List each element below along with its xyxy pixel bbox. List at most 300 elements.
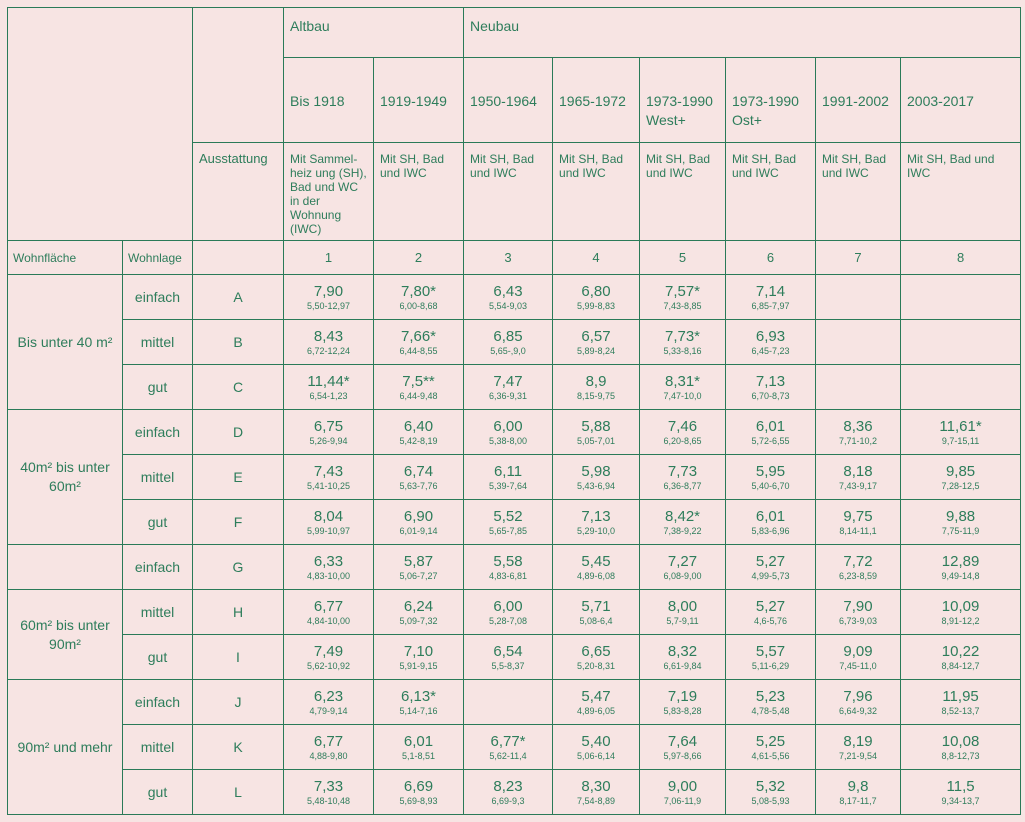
table-row bbox=[8, 365, 1021, 410]
rent-range: 6,23-8,59 bbox=[839, 570, 878, 581]
equipment-header: Mit SH, Bad und IWC bbox=[816, 143, 901, 241]
rent-cell bbox=[374, 275, 464, 320]
rent-cell bbox=[640, 770, 726, 815]
wohnlage-cell: mittel bbox=[123, 320, 193, 365]
rent-cell bbox=[640, 410, 726, 455]
rent-range: 8,8-12,73 bbox=[941, 750, 980, 761]
table-row bbox=[8, 410, 1021, 455]
rent-range: 5,20-8,31 bbox=[577, 660, 616, 671]
year-header: 1991-2002 bbox=[816, 58, 901, 143]
rent-value: 9,75 bbox=[843, 507, 873, 525]
column-number: 4 bbox=[553, 241, 640, 275]
rent-value: 8,43 bbox=[313, 327, 344, 345]
rent-cell bbox=[901, 455, 1021, 500]
rent-cell bbox=[464, 500, 553, 545]
table-row bbox=[8, 590, 1021, 635]
rent-value: 6,01 bbox=[755, 417, 786, 435]
rent-value: 7,73 bbox=[667, 462, 698, 480]
rent-value: 8,30 bbox=[581, 777, 611, 795]
rent-value: 7,13 bbox=[581, 507, 611, 525]
rent-cell bbox=[553, 680, 640, 725]
rent-cell bbox=[640, 275, 726, 320]
rent-range: 6,73-9,03 bbox=[839, 615, 878, 626]
rent-value: 11,44* bbox=[307, 372, 350, 390]
rent-cell bbox=[726, 635, 816, 680]
rent-value: 6,77 bbox=[313, 732, 344, 750]
rent-range: 6,72-12,24 bbox=[306, 345, 351, 356]
rent-value: 8,36 bbox=[843, 417, 873, 435]
rent-cell bbox=[374, 410, 464, 455]
wohnlage-cell: mittel bbox=[123, 725, 193, 770]
rent-cell bbox=[464, 770, 553, 815]
wohnlage-cell: gut bbox=[123, 365, 193, 410]
rent-range: 5,26-9,94 bbox=[309, 435, 348, 446]
rent-value: 11,95 bbox=[942, 687, 979, 705]
rent-cell bbox=[284, 635, 374, 680]
column-number-blank bbox=[193, 241, 284, 275]
rent-cell bbox=[726, 500, 816, 545]
equipment-header: Mit Sammel-heiz ung (SH), Bad und WC in der Wohnung (IWC) bbox=[284, 143, 374, 241]
rent-range: 5,05-7,01 bbox=[577, 435, 616, 446]
rent-value: 6,01 bbox=[755, 507, 786, 525]
rent-cell bbox=[553, 410, 640, 455]
rent-value: 5,40 bbox=[581, 732, 611, 750]
rent-range: 7,06-11,9 bbox=[663, 795, 702, 806]
rent-value: 7,73* bbox=[664, 327, 701, 345]
wohnlage-cell: einfach bbox=[123, 410, 193, 455]
rent-cell bbox=[901, 770, 1021, 815]
rent-range: 5,1-8,51 bbox=[401, 750, 436, 761]
rent-cell bbox=[901, 725, 1021, 770]
rent-value: 5,47 bbox=[581, 687, 611, 705]
rent-range: 5,40-6,70 bbox=[751, 480, 790, 491]
rent-value: 6,77* bbox=[490, 732, 526, 750]
row-code: I bbox=[193, 635, 284, 680]
rent-cell bbox=[284, 455, 374, 500]
rent-range: 5,48-10,48 bbox=[306, 795, 351, 806]
rent-range: 9,7-15,11 bbox=[941, 435, 980, 446]
rent-value: 5,57 bbox=[755, 642, 786, 660]
rent-range: 8,91-12,2 bbox=[941, 615, 980, 626]
rent-value: 6,93 bbox=[755, 327, 786, 345]
rent-cell bbox=[640, 725, 726, 770]
rent-value: 7,96 bbox=[843, 687, 873, 705]
rent-value: 7,72 bbox=[843, 552, 873, 570]
rent-value: 7,33 bbox=[313, 777, 344, 795]
year-header: 1973-1990 Ost+ bbox=[726, 58, 816, 143]
rent-range: 5,99-8,83 bbox=[577, 300, 616, 311]
rent-cell bbox=[374, 680, 464, 725]
table-row bbox=[8, 500, 1021, 545]
rent-range: 9,49-14,8 bbox=[941, 570, 980, 581]
row-code: J bbox=[193, 680, 284, 725]
rent-range: 5,09-7,32 bbox=[399, 615, 438, 626]
wohnflaeche-group: 90m² und mehr bbox=[8, 680, 123, 815]
rent-cell bbox=[816, 455, 901, 500]
rent-value: 7,5** bbox=[402, 372, 435, 390]
rent-range: 4,79-9,14 bbox=[309, 705, 348, 716]
wohnlage-label: Wohnlage bbox=[123, 241, 193, 275]
rent-range: 5,89-8,24 bbox=[577, 345, 616, 356]
rent-range: 7,43-9,17 bbox=[839, 480, 878, 491]
rent-value: 6,90 bbox=[403, 507, 434, 525]
table-row bbox=[8, 680, 1021, 725]
rent-range: 6,01-9,14 bbox=[399, 525, 438, 536]
row-code: B bbox=[193, 320, 284, 365]
wohnlage-cell: mittel bbox=[123, 590, 193, 635]
rent-range: 5,63-7,76 bbox=[399, 480, 438, 491]
row-code: E bbox=[193, 455, 284, 500]
rent-range: 7,75-11,9 bbox=[941, 525, 980, 536]
rent-value: 8,9 bbox=[585, 372, 607, 390]
rent-range: 9,34-13,7 bbox=[941, 795, 980, 806]
rent-cell bbox=[374, 725, 464, 770]
rent-cell bbox=[816, 770, 901, 815]
rent-cell bbox=[464, 365, 553, 410]
rent-cell bbox=[726, 590, 816, 635]
rent-range: 5,39-7,64 bbox=[489, 480, 528, 491]
rent-value: 9,00 bbox=[667, 777, 698, 795]
rent-value: 6,43 bbox=[493, 282, 523, 300]
rent-cell bbox=[553, 320, 640, 365]
rent-cell bbox=[553, 590, 640, 635]
rent-cell bbox=[816, 725, 901, 770]
rent-value: 7,90 bbox=[843, 597, 873, 615]
rent-range: 6,45-7,23 bbox=[751, 345, 790, 356]
rent-value: 6,24 bbox=[403, 597, 434, 615]
rent-cell bbox=[464, 320, 553, 365]
equipment-header: Mit SH, Bad und IWC bbox=[901, 143, 1021, 241]
row-code: F bbox=[193, 500, 284, 545]
rent-value: 5,58 bbox=[493, 552, 523, 570]
era-neubau: Neubau bbox=[464, 8, 1021, 58]
rent-range: 5,14-7,16 bbox=[399, 705, 438, 716]
table-row bbox=[8, 545, 1021, 590]
rent-cell bbox=[816, 410, 901, 455]
rent-cell bbox=[553, 365, 640, 410]
rent-cell bbox=[464, 545, 553, 590]
rent-value: 8,18 bbox=[843, 462, 873, 480]
rent-range: 7,45-11,0 bbox=[839, 660, 877, 671]
row-code: G bbox=[193, 545, 284, 590]
rent-value: 8,42* bbox=[664, 507, 701, 525]
wohnlage-cell: einfach bbox=[123, 680, 193, 725]
rent-range: 5,62-10,92 bbox=[306, 660, 351, 671]
rent-value: 7,27 bbox=[667, 552, 698, 570]
rent-cell bbox=[284, 725, 374, 770]
equipment-header: Mit SH, Bad und IWC bbox=[553, 143, 640, 241]
rent-cell bbox=[640, 680, 726, 725]
year-header: 1919-1949 bbox=[374, 58, 464, 143]
rent-cell bbox=[464, 455, 553, 500]
rent-cell bbox=[901, 590, 1021, 635]
rent-cell bbox=[464, 275, 553, 320]
rent-range: 7,47-10,0 bbox=[663, 390, 702, 401]
row-code: K bbox=[193, 725, 284, 770]
rent-cell bbox=[901, 545, 1021, 590]
column-number: 3 bbox=[464, 241, 553, 275]
rent-value: 6,54 bbox=[493, 642, 523, 660]
rent-range: 6,44-9,48 bbox=[399, 390, 438, 401]
size-blank-cell bbox=[8, 545, 123, 590]
rent-range: 4,83-10,00 bbox=[306, 570, 351, 581]
rent-value: 12,89 bbox=[941, 552, 980, 570]
rent-cell bbox=[553, 500, 640, 545]
rent-cell bbox=[553, 635, 640, 680]
rent-range: 6,54-1,23 bbox=[309, 390, 348, 401]
rent-cell bbox=[464, 410, 553, 455]
rent-cell bbox=[901, 500, 1021, 545]
rent-cell bbox=[726, 410, 816, 455]
rent-range: 5,65-7,85 bbox=[489, 525, 528, 536]
rent-cell bbox=[726, 365, 816, 410]
rent-range: 5,62-11,4 bbox=[489, 750, 527, 761]
rent-range: 6,00-8,68 bbox=[399, 300, 438, 311]
rent-range: 4,6-5,76 bbox=[754, 615, 788, 626]
year-header: 1965-1972 bbox=[553, 58, 640, 143]
table-row bbox=[8, 770, 1021, 815]
rent-cell bbox=[640, 590, 726, 635]
rent-range: 4,89-6,05 bbox=[577, 705, 616, 716]
row-code: H bbox=[193, 590, 284, 635]
table-row bbox=[8, 725, 1021, 770]
rent-value: 6,69 bbox=[403, 777, 434, 795]
rent-range: 8,15-9,75 bbox=[577, 390, 616, 401]
rent-cell bbox=[553, 455, 640, 500]
rent-range: 6,69-9,3 bbox=[491, 795, 525, 806]
rent-cell bbox=[553, 725, 640, 770]
rent-range: 7,21-9,54 bbox=[839, 750, 878, 761]
rent-cell bbox=[374, 770, 464, 815]
rent-value: 7,80* bbox=[400, 282, 437, 300]
rent-cell bbox=[374, 635, 464, 680]
rent-range: 8,52-13,7 bbox=[941, 705, 980, 716]
rent-range: 6,85-7,97 bbox=[751, 300, 790, 311]
rent-cell bbox=[640, 455, 726, 500]
rent-range: 7,54-8,89 bbox=[577, 795, 616, 806]
wohnflaeche-group: 40m² bis unter 60m² bbox=[8, 410, 123, 545]
column-number: 1 bbox=[284, 241, 374, 275]
rent-range: 5,29-10,0 bbox=[577, 525, 616, 536]
rent-range: 5,91-9,15 bbox=[399, 660, 438, 671]
rent-range: 7,38-9,22 bbox=[663, 525, 702, 536]
rent-range: 4,83-6,81 bbox=[489, 570, 528, 581]
rent-value: 8,31* bbox=[664, 372, 701, 390]
rent-range: 5,99-10,97 bbox=[306, 525, 351, 536]
rent-value: 7,13 bbox=[755, 372, 786, 390]
rent-cell bbox=[553, 770, 640, 815]
rent-range: 4,78-5,48 bbox=[751, 705, 790, 716]
rent-value: 6,11 bbox=[493, 462, 523, 480]
rent-range: 5,72-6,55 bbox=[751, 435, 790, 446]
rent-range: 6,61-9,84 bbox=[663, 660, 702, 671]
rent-value: 7,90 bbox=[313, 282, 344, 300]
rent-cell bbox=[284, 770, 374, 815]
year-header: 1973-1990 West+ bbox=[640, 58, 726, 143]
rent-value: 6,01 bbox=[403, 732, 434, 750]
rent-cell bbox=[816, 545, 901, 590]
rent-value: 6,00 bbox=[493, 597, 523, 615]
rent-cell bbox=[553, 545, 640, 590]
mietspiegel-table bbox=[7, 7, 1021, 815]
wohnflaeche-group: 60m² bis unter 90m² bbox=[8, 590, 123, 680]
rent-cell bbox=[726, 770, 816, 815]
rent-value: 6,23 bbox=[313, 687, 344, 705]
rent-range: 5,54-9,03 bbox=[489, 300, 528, 311]
rent-value: 5,98 bbox=[581, 462, 611, 480]
column-number: 7 bbox=[816, 241, 901, 275]
rent-range: 5,42-8,19 bbox=[399, 435, 438, 446]
wohnlage-cell: mittel bbox=[123, 455, 193, 500]
rent-range: 5,33-8,16 bbox=[663, 345, 702, 356]
rent-range: 5,06-7,27 bbox=[399, 570, 438, 581]
wohnflaeche-group: Bis unter 40 m² bbox=[8, 275, 123, 410]
rent-cell bbox=[284, 275, 374, 320]
rent-value: 6,65 bbox=[581, 642, 611, 660]
rent-range: 4,88-9,80 bbox=[309, 750, 348, 761]
column-number: 6 bbox=[726, 241, 816, 275]
header-blank-cell bbox=[193, 8, 284, 143]
rent-cell bbox=[284, 680, 374, 725]
rent-range: 8,17-11,7 bbox=[839, 795, 877, 806]
rent-cell bbox=[284, 590, 374, 635]
column-number-row bbox=[8, 241, 1021, 275]
rent-value: 6,13* bbox=[400, 687, 437, 705]
rent-value: 5,45 bbox=[581, 552, 611, 570]
rent-value: 10,09 bbox=[941, 597, 980, 615]
rent-cell bbox=[901, 410, 1021, 455]
rent-value: 7,43 bbox=[313, 462, 344, 480]
rent-cell bbox=[374, 365, 464, 410]
rent-cell bbox=[284, 410, 374, 455]
year-header: Bis 1918 bbox=[284, 58, 374, 143]
rent-value: 8,00 bbox=[667, 597, 698, 615]
rent-range: 6,44-8,55 bbox=[399, 345, 438, 356]
rent-range: 5,08-6,4 bbox=[579, 615, 613, 626]
rent-value: 8,19 bbox=[843, 732, 873, 750]
year-header: 2003-2017 bbox=[901, 58, 1021, 143]
rent-range: 6,20-8,65 bbox=[663, 435, 702, 446]
rent-cell bbox=[640, 320, 726, 365]
rent-value: 11,61* bbox=[939, 417, 982, 435]
rent-cell bbox=[726, 680, 816, 725]
rent-cell bbox=[464, 725, 553, 770]
rent-range: 5,7-9,11 bbox=[666, 615, 699, 626]
row-code: L bbox=[193, 770, 284, 815]
rent-value: 6,00 bbox=[493, 417, 523, 435]
rent-cell bbox=[901, 680, 1021, 725]
rent-cell bbox=[374, 500, 464, 545]
rent-range: 5,41-10,25 bbox=[306, 480, 351, 491]
rent-value: 7,14 bbox=[755, 282, 786, 300]
rent-cell bbox=[284, 320, 374, 365]
rent-cell bbox=[374, 590, 464, 635]
rent-range: 5,06-6,14 bbox=[577, 750, 616, 761]
equipment-header: Mit SH, Bad und IWC bbox=[464, 143, 553, 241]
rent-value: 6,33 bbox=[313, 552, 344, 570]
rent-range: 5,97-8,66 bbox=[663, 750, 702, 761]
rent-value: 6,85 bbox=[493, 327, 523, 345]
column-number: 2 bbox=[374, 241, 464, 275]
table-row bbox=[8, 635, 1021, 680]
rent-value: 6,40 bbox=[403, 417, 434, 435]
rent-value: 9,85 bbox=[945, 462, 976, 480]
rent-cell bbox=[640, 500, 726, 545]
rent-cell bbox=[726, 545, 816, 590]
wohnlage-cell: einfach bbox=[123, 275, 193, 320]
rent-value: 6,74 bbox=[403, 462, 434, 480]
rent-value: 7,19 bbox=[667, 687, 698, 705]
era-altbau: Altbau bbox=[284, 8, 464, 58]
rent-range: 5,65-,9,0 bbox=[490, 345, 526, 356]
equipment-header: Mit SH, Bad und IWC bbox=[726, 143, 816, 241]
rent-value: 5,23 bbox=[755, 687, 786, 705]
rent-range: 4,61-5,56 bbox=[751, 750, 790, 761]
rent-cell bbox=[726, 320, 816, 365]
rent-cell bbox=[901, 320, 1021, 365]
rent-cell bbox=[816, 680, 901, 725]
rent-value: 7,57* bbox=[664, 282, 701, 300]
rent-value: 5,95 bbox=[755, 462, 786, 480]
rent-cell bbox=[816, 590, 901, 635]
rent-value: 11,5 bbox=[946, 777, 975, 795]
rent-cell bbox=[726, 725, 816, 770]
rent-value: 9,88 bbox=[945, 507, 976, 525]
rent-range: 5,38-8,00 bbox=[489, 435, 528, 446]
rent-range: 7,28-12,5 bbox=[941, 480, 980, 491]
rent-value: 7,46 bbox=[667, 417, 698, 435]
rent-range: 5,83-6,96 bbox=[751, 525, 790, 536]
rent-range: 6,64-9,32 bbox=[839, 705, 878, 716]
ausstattung-label: Ausstattung bbox=[193, 143, 284, 241]
rent-value: 5,27 bbox=[755, 597, 786, 615]
rent-value: 6,57 bbox=[581, 327, 611, 345]
rent-value: 8,04 bbox=[313, 507, 344, 525]
rent-value: 6,75 bbox=[313, 417, 344, 435]
rent-cell bbox=[640, 545, 726, 590]
table-row bbox=[8, 320, 1021, 365]
rent-cell bbox=[553, 275, 640, 320]
rent-value: 6,80 bbox=[581, 282, 611, 300]
corner-blank-cell bbox=[8, 8, 193, 241]
rent-value: 9,09 bbox=[843, 642, 873, 660]
rent-cell bbox=[816, 365, 901, 410]
rent-range: 6,08-9,00 bbox=[663, 570, 702, 581]
rent-range: 5,43-6,94 bbox=[577, 480, 616, 491]
rent-cell bbox=[464, 680, 553, 725]
rent-range: 4,89-6,08 bbox=[577, 570, 616, 581]
year-header: 1950-1964 bbox=[464, 58, 553, 143]
rent-range: 5,28-7,08 bbox=[489, 615, 528, 626]
wohnflaeche-label: Wohnfläche bbox=[8, 241, 123, 275]
rent-range: 4,84-10,00 bbox=[306, 615, 351, 626]
row-code: D bbox=[193, 410, 284, 455]
rent-range: 6,36-9,31 bbox=[489, 390, 528, 401]
wohnlage-cell: gut bbox=[123, 500, 193, 545]
rent-value: 5,52 bbox=[493, 507, 523, 525]
rent-cell bbox=[816, 635, 901, 680]
table-row bbox=[8, 275, 1021, 320]
rent-range: 7,71-10,2 bbox=[839, 435, 878, 446]
rent-range: 6,36-8,77 bbox=[663, 480, 702, 491]
wohnlage-cell: gut bbox=[123, 770, 193, 815]
rent-cell bbox=[374, 545, 464, 590]
wohnlage-cell: einfach bbox=[123, 545, 193, 590]
rent-range: 5,5-8,37 bbox=[491, 660, 525, 671]
rent-range: 5,08-5,93 bbox=[751, 795, 790, 806]
rent-range: 5,50-12,97 bbox=[306, 300, 351, 311]
rent-cell bbox=[284, 500, 374, 545]
